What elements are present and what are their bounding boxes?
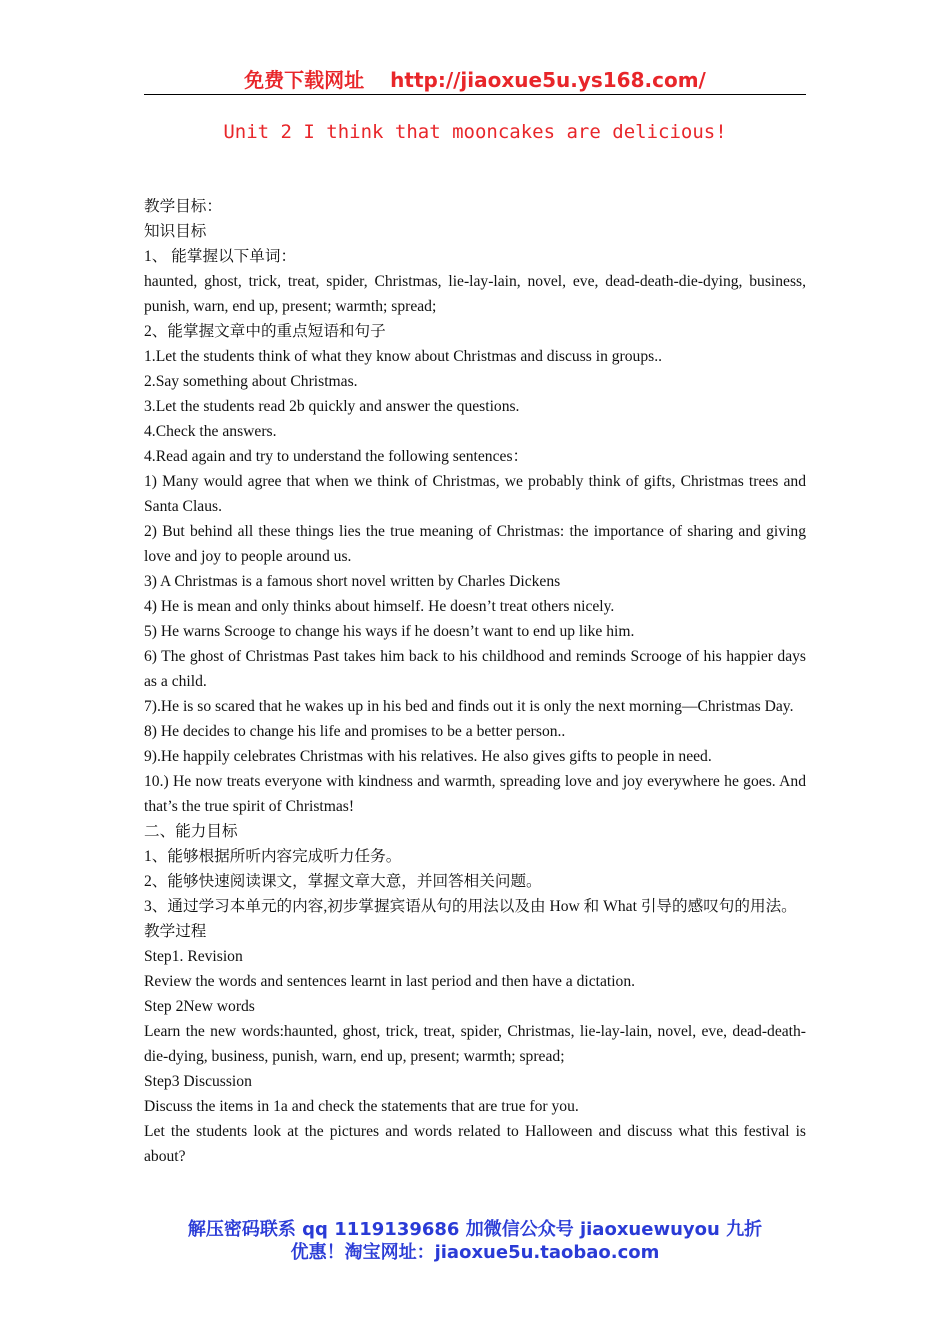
body-line: 6) The ghost of Christmas Past takes him back to his childhood and reminds Scrooge of his happier days as a child. [144,648,806,690]
body-line: Step1. Revision [144,948,243,965]
body-line: Step3 Discussion [144,1073,252,1090]
body-line: 10.) He now treats everyone with kindness and warmth, spreading love and joy everywhere he goes. And that’s the true spirit of Christmas! [144,773,806,815]
body-line: 教学过程 [144,923,207,940]
body-line: Learn the new words:haunted, ghost, trick, treat, spider, Christmas, lie-lay-lain, novel, eve, dead-death-die-dying, business, punish, warn, end up, present; warmth; spread; [144,1023,806,1065]
body-line: 1.Let the students think of what they know about Christmas and discuss in groups.. [144,348,663,365]
body-line: 4) He is mean and only thinks about himself. He doesn’t treat others nicely. [144,598,615,615]
body-line: 2) But behind all these things lies the true meaning of Christmas: the importance of sharing and giving love and joy to people around us. [144,523,806,565]
header-url-link[interactable]: http://jiaoxue5u.ys168.com/ [390,68,706,92]
body-line: Review the words and sentences learnt in last period and then have a dictation. [144,973,636,990]
footer-line-1: 解压密码联系 qq 1119139686 加微信公众号 jiaoxuewuyou 九折 [187,1219,763,1240]
body-line: 教学目标： [144,198,222,215]
body-line: 2、能够快速阅读课文，掌握文章大意，并回答相关问题。 [144,873,542,890]
body-line: 4.Check the answers. [144,423,277,440]
body-line: 4.Read again and try to understand the following sentences： [144,448,529,465]
body-line: 二、能力目标 [144,823,238,840]
body-line: 3.Let the students read 2b quickly and answer the questions. [144,398,520,415]
body-line: 1) Many would agree that when we think of Christmas, we probably think of gifts, Christmas trees and Santa Claus. [144,473,806,515]
body-line: 5) He warns Scrooge to change his ways if he doesn’t want to end up like him. [144,623,635,640]
page-footer [100,1218,850,1264]
body-line: 2.Say something about Christmas. [144,373,358,390]
body-line: 1、能够根据所听内容完成听力任务。 [144,848,402,865]
document-title: Unit 2 I think that mooncakes are delicious! [223,121,727,143]
header-free-download: 免费下载网址 [244,68,365,92]
page-header [144,66,806,95]
body-line: haunted, ghost, trick, treat, spider, Christmas, lie-lay-lain, novel, eve, dead-death-die-dying, business, punish, warn, end up, present; warmth; spread; [144,273,806,315]
body-line: Step 2New words [144,998,255,1015]
body-line: 7).He is so scared that he wakes up in his bed and finds out it is only the next morning—Christmas Day. [144,698,794,715]
body-line: 1、 能掌握以下单词： [144,248,297,265]
document-body [144,194,806,1169]
body-line: Discuss the items in 1a and check the statements that are true for you. [144,1098,579,1115]
footer-line-2[interactable]: 优惠！淘宝网址：jiaoxue5u.taobao.com [290,1242,660,1263]
body-line: 3) A Christmas is a famous short novel written by Charles Dickens [144,573,561,590]
body-line: 2、能掌握文章中的重点短语和句子 [144,323,386,340]
body-line: 8) He decides to change his life and promises to be a better person.. [144,723,566,740]
body-line: 9).He happily celebrates Christmas with his relatives. He also gives gifts to people in need. [144,748,712,765]
body-line: Let the students look at the pictures and words related to Halloween and discuss what this festival is about? [144,1123,806,1165]
body-line: 3、通过学习本单元的内容,初步掌握宾语从句的用法以及由 How 和 What 引导的感叹句的用法。 [144,898,797,915]
body-line: 知识目标 [144,223,207,240]
